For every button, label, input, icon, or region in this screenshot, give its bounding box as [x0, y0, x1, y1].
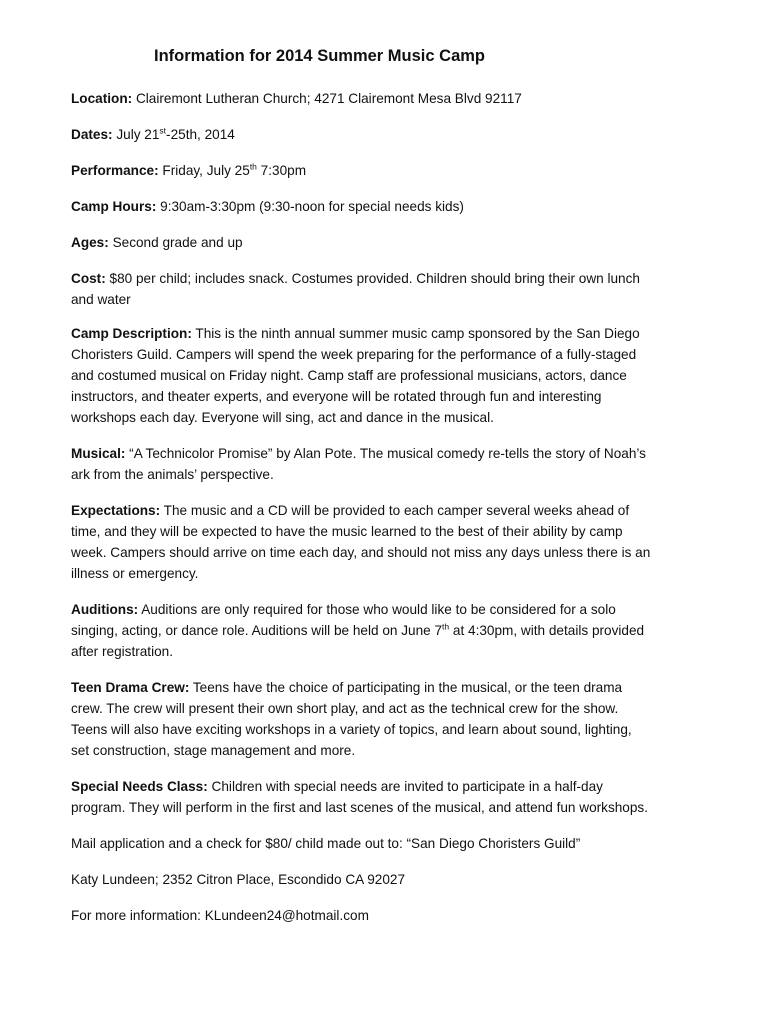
camp-description-label: Camp Description:: [71, 326, 192, 341]
expectations-paragraph: [71, 500, 651, 584]
cost-value: $80 per child; includes snack. Costumes provided. Children should bring their own lunch and water: [71, 271, 640, 307]
location-label: Location:: [71, 91, 133, 106]
auditions-value-prefix: Auditions are only required for those who would like to be considered for a solo singing, acting, or dance role. Auditions will be held on June 7: [71, 602, 616, 638]
camp-description-value: This is the ninth annual summer music camp sponsored by the San Diego Choristers Guild. Campers will spend the week preparing for the performance of a fully-staged and costumed musical on Friday night. Camp staff are professional musicians, actors, dance instructors, and theater experts, and everyone will be rotated through fun and interesting workshops each day. Everyone will sing, act and dance in the musical.: [71, 326, 640, 425]
document-title: Information for 2014 Summer Music Camp: [154, 47, 485, 65]
ages-label: Ages:: [71, 235, 109, 250]
auditions-paragraph: [71, 599, 651, 662]
dates-value-superscript: st: [159, 125, 167, 136]
auditions-label: Auditions:: [71, 602, 139, 617]
ages-value: Second grade and up: [112, 235, 243, 250]
teen-drama-crew-label: Teen Drama Crew:: [71, 680, 190, 695]
ages-paragraph: [71, 232, 651, 253]
special-needs-class-value: Children with special needs are invited to participate in a half-day program. They will perform in the first and last scenes of the musical, and attend fun workshops.: [71, 779, 649, 815]
dates-label: Dates:: [71, 127, 113, 142]
musical-paragraph: [71, 443, 651, 485]
document-content: [71, 88, 651, 941]
performance-label: Performance:: [71, 163, 159, 178]
camp-hours-value: 9:30am-3:30pm (9:30-noon for special needs kids): [160, 199, 464, 214]
cost-paragraph: [71, 268, 651, 310]
dates-value-suffix: -25th, 2014: [166, 127, 235, 142]
mail-application-paragraph: Mail application and a check for $80/ child made out to: “San Diego Choristers Guild”: [71, 836, 581, 851]
performance-paragraph: [71, 160, 651, 181]
expectations-label: Expectations:: [71, 503, 161, 518]
special-needs-class-label: Special Needs Class:: [71, 779, 208, 794]
musical-label: Musical:: [71, 446, 126, 461]
musical-value: “A Technicolor Promise” by Alan Pote. The musical comedy re-tells the story of Noah’s ark from the animals’ perspective.: [71, 446, 646, 482]
location-paragraph: [71, 88, 651, 109]
dates-value-prefix: July 21: [116, 127, 160, 142]
cost-label: Cost:: [71, 271, 106, 286]
teen-drama-crew-value: Teens have the choice of participating in the musical, or the teen drama crew. The crew will present their own short play, and act as the technical crew for the show. Teens will also have exciting workshops in a variety of topics, and learn about sound, lighting, set construction, stage management and more.: [71, 680, 632, 758]
auditions-value-suffix: at 4:30pm, with details provided after registration.: [71, 623, 645, 659]
more-information-paragraph: For more information: KLundeen24@hotmail.com: [71, 908, 369, 923]
mailing-address-paragraph: Katy Lundeen; 2352 Citron Place, Escondido CA 92027: [71, 872, 406, 887]
performance-value-superscript: th: [249, 161, 257, 172]
dates-paragraph: [71, 124, 651, 145]
location-value: Clairemont Lutheran Church; 4271 Clairemont Mesa Blvd 92117: [135, 91, 522, 106]
special-needs-class-paragraph: [71, 776, 651, 818]
camp-hours-paragraph: [71, 196, 651, 217]
auditions-value-superscript: th: [442, 621, 450, 632]
performance-value-suffix: 7:30pm: [256, 163, 307, 178]
teen-drama-crew-paragraph: [71, 677, 651, 761]
performance-value-prefix: Friday, July 25: [162, 163, 250, 178]
camp-description-paragraph: [71, 323, 651, 428]
expectations-value: The music and a CD will be provided to each camper several weeks ahead of time, and they will be expected to have the music learned to the best of their ability by camp week. Campers should arrive on time each day, and should not miss any days unless there is an illness or emergency.: [71, 503, 651, 581]
camp-hours-label: Camp Hours:: [71, 199, 157, 214]
